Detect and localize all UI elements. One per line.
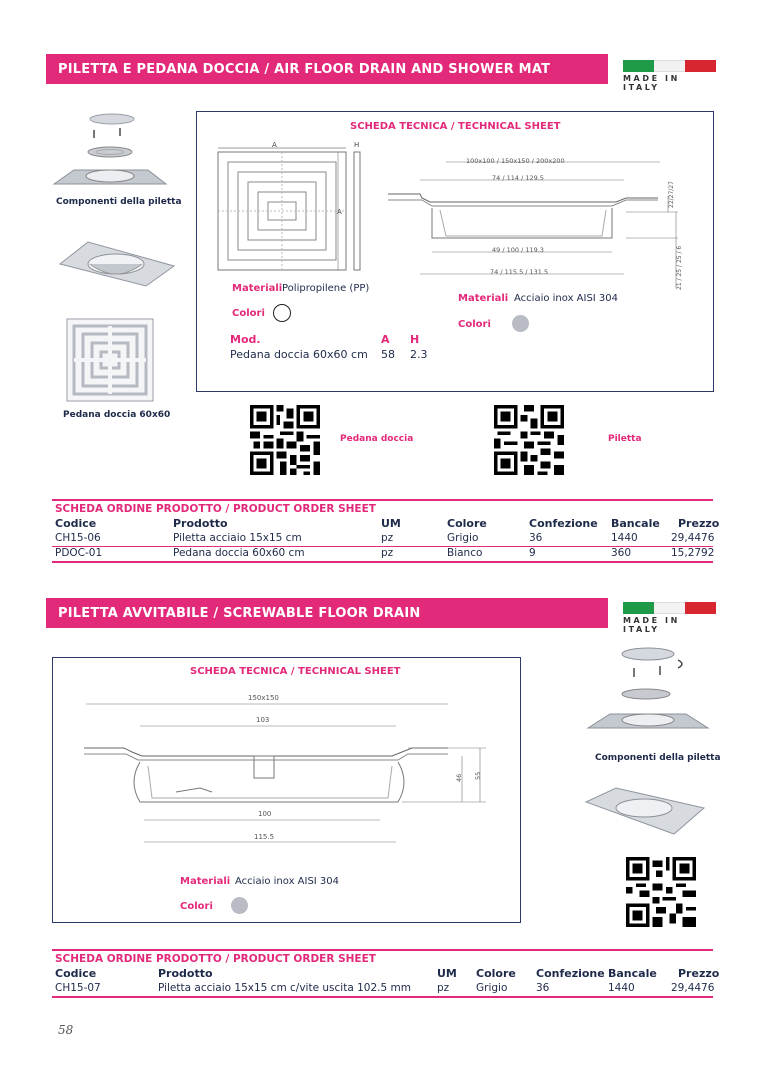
left-materials-label: Materiali xyxy=(232,283,283,294)
order2-row1-colore: Grigio xyxy=(476,982,508,994)
order2-row1-codice: CH15-07 xyxy=(55,982,101,994)
drain2-components-image xyxy=(586,644,710,734)
drain-section-drawing-2 xyxy=(82,692,494,852)
mod-header-a: A xyxy=(381,333,390,346)
materials2-label: Materiali xyxy=(180,876,231,887)
made-in-italy-text-2: MADE IN ITALY xyxy=(623,616,680,634)
order2-row1-prodotto: Piletta acciaio 15x15 cm c/vite uscita 102.5 mm xyxy=(158,982,411,994)
left-colors-label: Colori xyxy=(232,308,265,319)
color2-swatch-grey xyxy=(231,897,248,914)
qr-label-drain: Piletta xyxy=(608,434,642,444)
drain1-dim-2: 49 / 100 / 119.3 xyxy=(492,246,544,254)
drain1-dim-1: 74 / 114 / 129.5 xyxy=(492,174,544,182)
order1-row2-colore: Bianco xyxy=(447,547,483,559)
order2-header-confezione: Confezione xyxy=(536,967,605,980)
made-in-italy-text: MADE IN ITALY xyxy=(623,74,680,92)
order2-header-um: UM xyxy=(437,967,457,980)
shower-mat-drawing xyxy=(212,142,372,272)
order2-header-codice: Codice xyxy=(55,967,97,980)
drain1-dim-top: 100x100 / 150x150 / 200x200 xyxy=(466,157,565,165)
right-materials-value: Acciaio inox AISI 304 xyxy=(514,293,619,304)
order1-row1-colore: Grigio xyxy=(447,532,479,544)
drain-assembled-image xyxy=(58,238,176,288)
order1-row1-confezione: 36 xyxy=(529,532,543,544)
colors2-label: Colori xyxy=(180,901,213,912)
made-in-italy-badge xyxy=(623,60,716,92)
drain1-dim-3: 74 / 115.5 / 131.5 xyxy=(490,268,549,276)
drain2-dim-side-1: 46 xyxy=(455,773,463,782)
order1-header-bancale: Bancale xyxy=(611,517,660,530)
order2-title: SCHEDA ORDINE PRODOTTO / PRODUCT ORDER SHEET xyxy=(55,953,376,965)
tech-sheet-2-title: SCHEDA TECNICA / TECHNICAL SHEET xyxy=(190,666,401,677)
order1-row1-bancale: 1440 xyxy=(611,532,638,544)
order2-header-bancale: Bancale xyxy=(608,967,657,980)
drain2-dim-top: 150x150 xyxy=(248,694,279,702)
qr-code-shower-mat[interactable] xyxy=(250,405,320,475)
mat-dim-h-label: H xyxy=(354,141,360,149)
caption-components-2: Componenti della piletta xyxy=(595,753,721,763)
mod-row-a: 58 xyxy=(381,348,395,361)
qr-label-shower-mat: Pedana doccia xyxy=(340,434,414,444)
section2-banner-text: PILETTA AVVITABILE / SCREWABLE FLOOR DRAIN xyxy=(58,605,421,621)
order1-header-prezzo: Prezzo xyxy=(678,517,720,530)
order1-row2-codice: PDOC-01 xyxy=(55,547,103,559)
order2-header-prezzo: Prezzo xyxy=(678,967,720,980)
section2-banner xyxy=(46,598,608,628)
mod-header-mod: Mod. xyxy=(230,333,261,346)
order1-title: SCHEDA ORDINE PRODOTTO / PRODUCT ORDER SHEET xyxy=(55,503,376,515)
drain2-dim-side-2: 55 xyxy=(474,771,482,780)
order1-header-colore: Colore xyxy=(447,517,487,530)
order1-row2-confezione: 9 xyxy=(529,547,536,559)
right-materials-label: Materiali xyxy=(458,293,509,304)
order1-row1-codice: CH15-06 xyxy=(55,532,101,544)
order1-header-codice: Codice xyxy=(55,517,97,530)
mod-row-h: 2.3 xyxy=(410,348,428,361)
section1-banner-text: PILETTA E PEDANA DOCCIA / AIR FLOOR DRAIN AND SHOWER MAT xyxy=(58,61,551,77)
made-in-italy-badge-2 xyxy=(623,602,716,634)
drain2-assembled-image xyxy=(584,786,706,836)
mod-row-product: Pedana doccia 60x60 cm xyxy=(230,348,368,361)
order1-header-um: UM xyxy=(381,517,401,530)
qr-code-drain[interactable] xyxy=(494,405,564,475)
shower-mat-image xyxy=(66,318,154,402)
tech-sheet-1-title: SCHEDA TECNICA / TECHNICAL SHEET xyxy=(350,121,561,132)
order1-row2-um: pz xyxy=(381,547,394,559)
order2-row1-prezzo: 29,4476 xyxy=(671,982,715,994)
order2-header-colore: Colore xyxy=(476,967,516,980)
left-materials-value: Polipropilene (PP) xyxy=(282,283,370,294)
left-color-swatch-white xyxy=(273,304,291,322)
materials2-value: Acciaio inox AISI 304 xyxy=(235,876,340,887)
order1-row2-prodotto: Pedana doccia 60x60 cm xyxy=(173,547,305,559)
drain-components-image xyxy=(50,110,170,192)
mat-dim-a-label: A xyxy=(272,141,277,149)
section1-banner xyxy=(46,54,608,84)
order1-row1-um: pz xyxy=(381,532,394,544)
order2-bottom-line xyxy=(52,996,713,998)
drain2-dim-3: 115.5 xyxy=(254,833,275,841)
order1-row2-bancale: 360 xyxy=(611,547,632,559)
order2-row1-um: pz xyxy=(437,982,450,994)
order2-header-prodotto: Prodotto xyxy=(158,967,213,980)
page-number: 58 xyxy=(58,1023,74,1037)
order1-row1-prodotto: Piletta acciaio 15x15 cm xyxy=(173,532,302,544)
drain2-dim-2: 100 xyxy=(258,810,272,818)
qr-code-screwable-drain[interactable] xyxy=(626,857,696,927)
order2-top-line xyxy=(52,949,713,951)
order1-row2-prezzo: 15,2792 xyxy=(671,547,715,559)
mod-header-h: H xyxy=(410,333,420,346)
order2-row1-confezione: 36 xyxy=(536,982,550,994)
right-color-swatch-grey xyxy=(512,315,529,332)
drain1-dim-side-2: 21 / 25 / 25 / 6 xyxy=(676,245,683,290)
order2-row1-bancale: 1440 xyxy=(608,982,635,994)
order1-header-confezione: Confezione xyxy=(529,517,598,530)
mat-dim-a-side-label: A xyxy=(337,208,342,216)
order1-bottom-line xyxy=(52,561,713,563)
order1-header-prodotto: Prodotto xyxy=(173,517,228,530)
italy-flag-icon xyxy=(623,60,716,72)
order1-top-line xyxy=(52,499,713,501)
caption-shower-mat: Pedana doccia 60x60 xyxy=(63,410,171,420)
drain1-dim-side-1: 22/27/27 xyxy=(668,181,675,208)
right-colors-label: Colori xyxy=(458,319,491,330)
italy-flag-icon-2 xyxy=(623,602,716,614)
caption-components: Componenti della piletta xyxy=(56,197,182,207)
drain2-dim-1: 103 xyxy=(256,716,270,724)
order1-row1-prezzo: 29,4476 xyxy=(671,532,715,544)
